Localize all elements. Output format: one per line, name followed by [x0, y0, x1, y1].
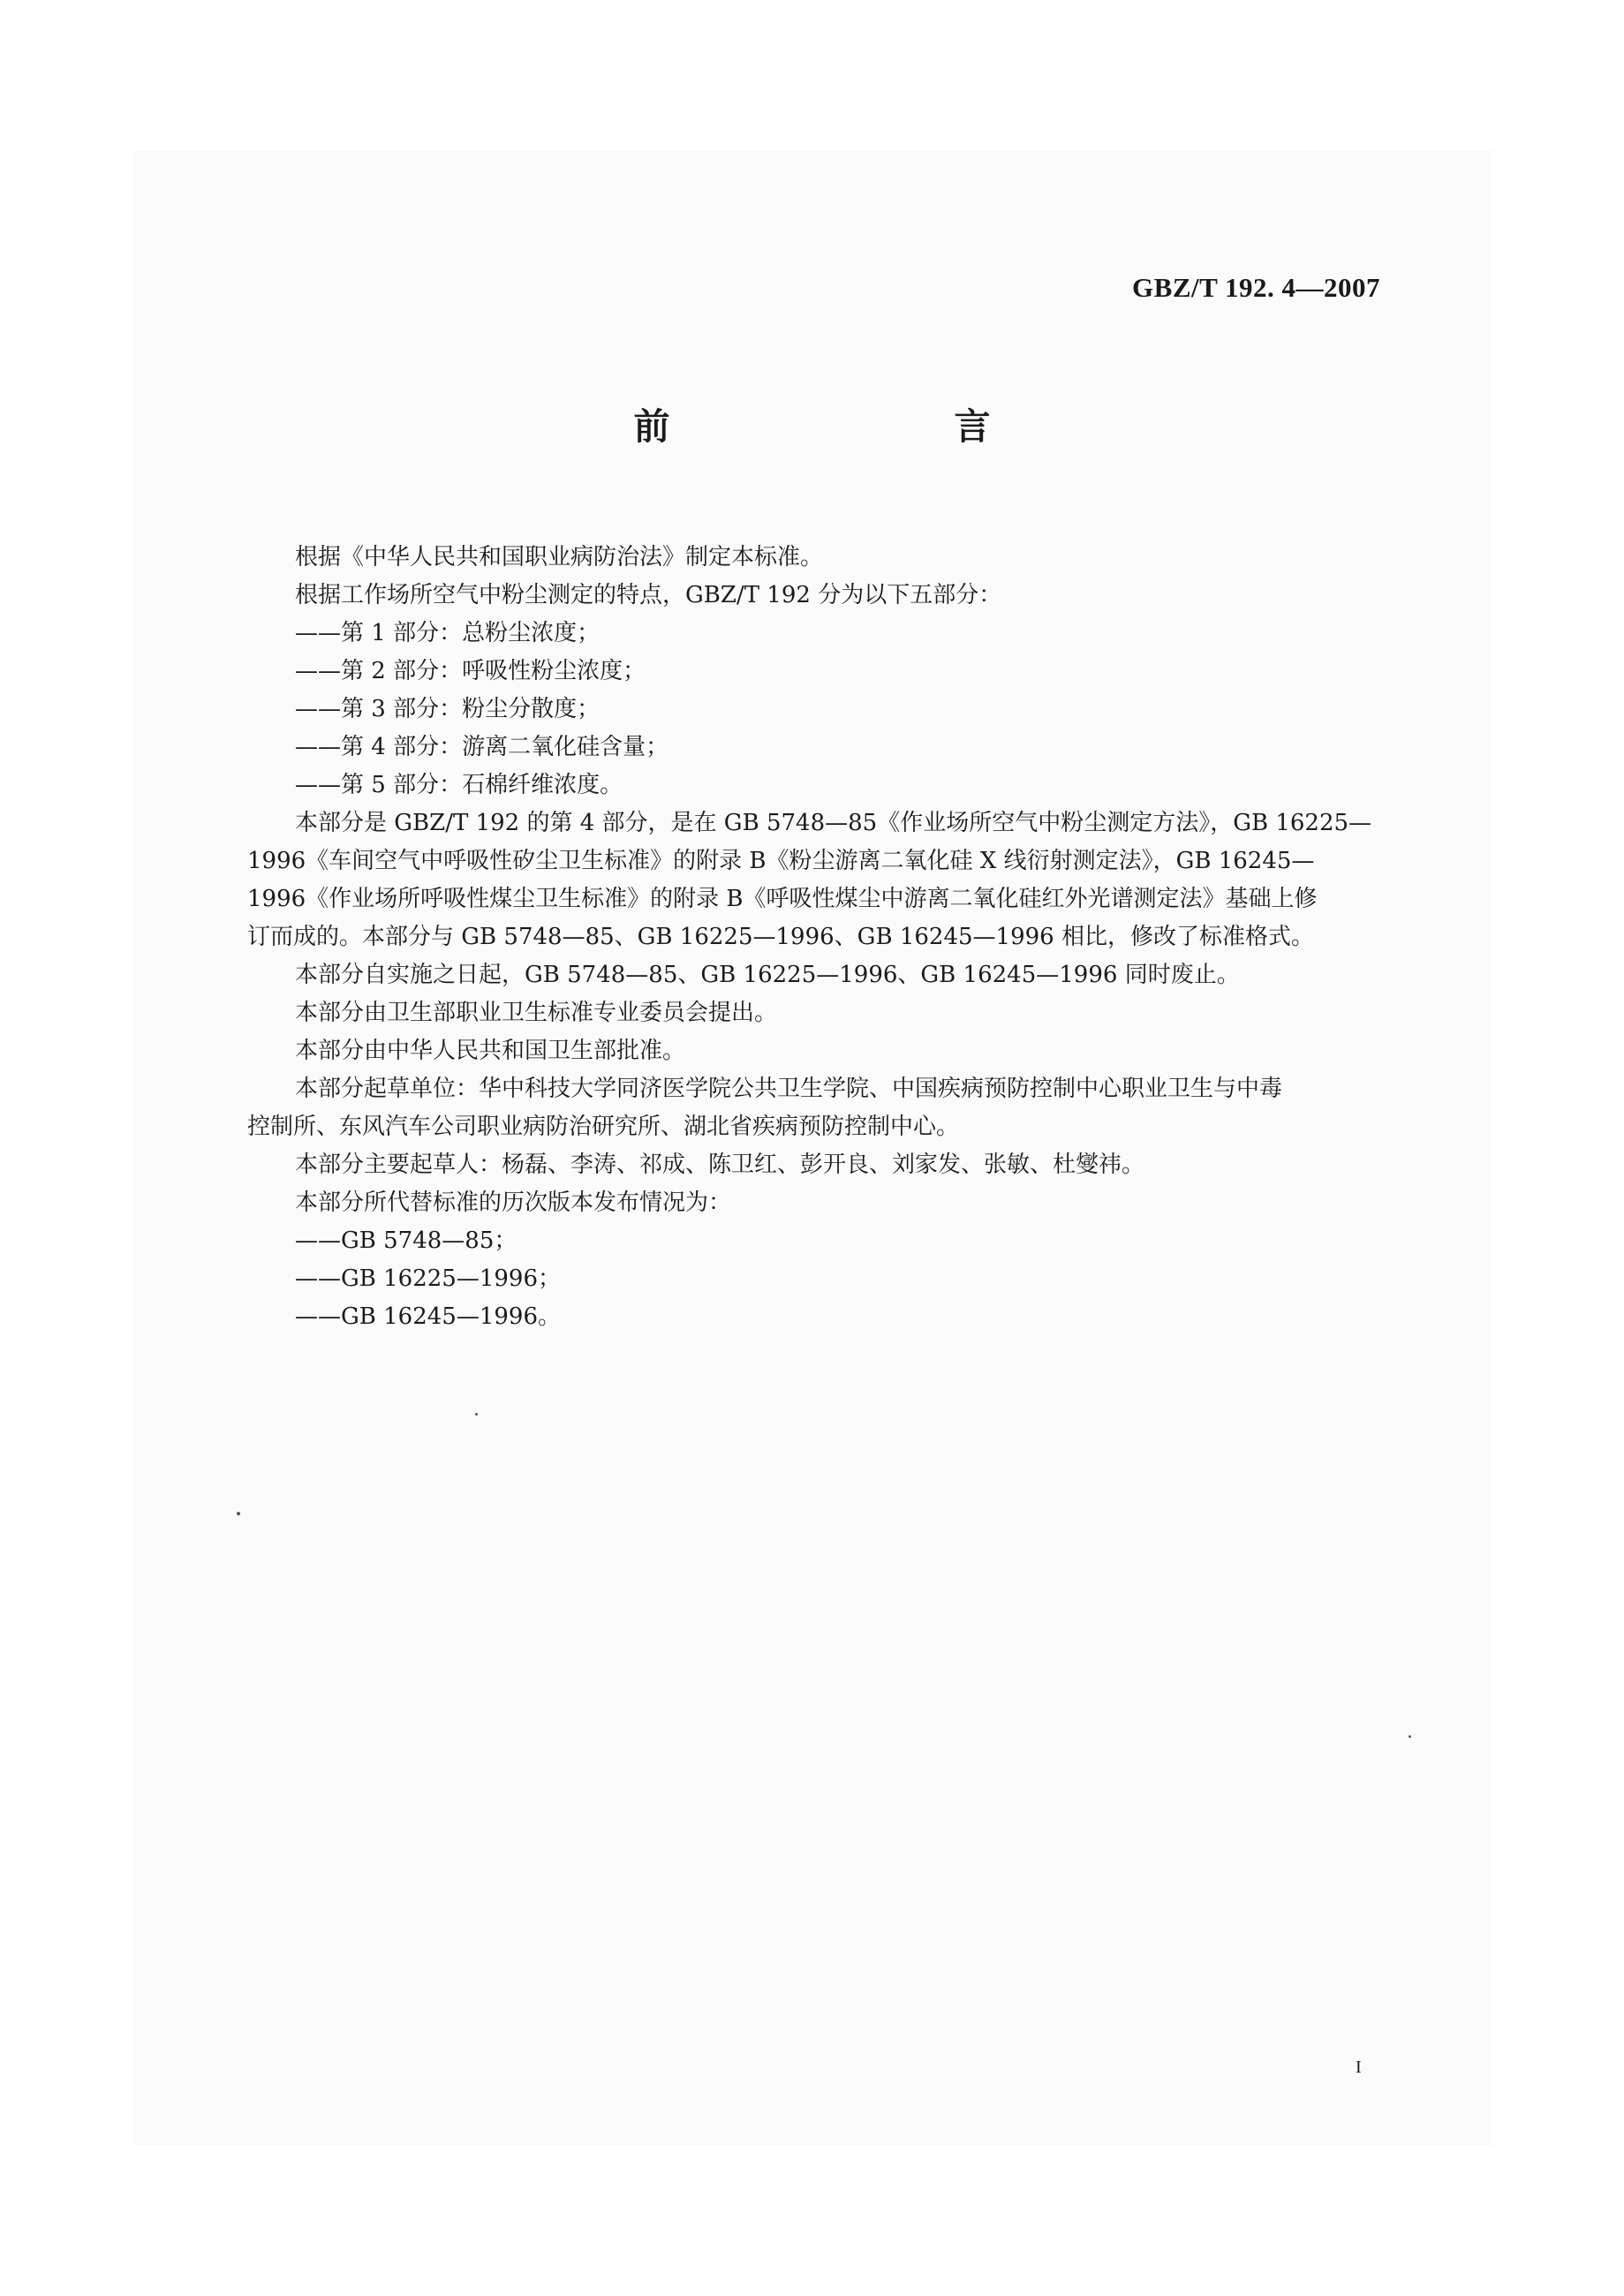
paragraph-line: 本部分自实施之日起，GB 5748—85、GB 16225—1996、GB 16245—1996 同时废止。: [295, 962, 1240, 988]
paragraph-line: 1996《车间空气中呼吸性矽尘卫生标准》的附录 B《粉尘游离二氧化硅 X 线衍射测定法》，GB 16245—: [247, 848, 1315, 874]
paragraph-line: 本部分是 GBZ/T 192 的第 4 部分，是在 GB 5748—85《作业场所空气中粉尘测定方法》，GB 16225—: [295, 810, 1372, 836]
paragraph-line: 本部分主要起草人：杨磊、李涛、祁成、陈卫红、彭开良、刘家发、张敏、杜燮祎。: [295, 1152, 1145, 1178]
list-item: ——GB 5748—85；: [295, 1227, 517, 1254]
page-number: I: [1356, 2058, 1362, 2077]
page-title: 前 言: [633, 405, 1061, 448]
paragraph-line: 本部分由卫生部职业卫生标准专业委员会提出。: [295, 1000, 778, 1026]
list-item: ——第 4 部分：游离二氧化硅含量；: [295, 734, 669, 760]
paragraph-line: 根据工作场所空气中粉尘测定的特点，GBZ/T 192 分为以下五部分：: [295, 582, 1002, 608]
scan-speck: [237, 1512, 240, 1515]
paragraph-line: 订而成的。本部分与 GB 5748—85、GB 16225—1996、GB 16245—1996 相比，修改了标准格式。: [247, 924, 1314, 950]
list-item: ——第 5 部分：石棉纤维浓度。: [295, 772, 623, 798]
paragraph-line: 本部分由中华人民共和国卫生部批准。: [295, 1038, 686, 1064]
standard-code: GBZ/T 192. 4—2007: [1132, 272, 1380, 303]
paragraph-line: 根据《中华人民共和国职业病防治法》制定本标准。: [295, 544, 824, 570]
list-item: ——GB 16245—1996。: [295, 1303, 562, 1330]
paragraph-line: 本部分所代替标准的历次版本发布情况为：: [295, 1190, 732, 1216]
body-text: [247, 539, 1386, 1336]
list-item: ——第 1 部分：总粉尘浓度；: [295, 620, 601, 646]
scan-speck: [1409, 1735, 1411, 1738]
paragraph-line: 本部分起草单位：华中科技大学同济医学院公共卫生学院、中国疾病预防控制中心职业卫生与中毒: [295, 1076, 1283, 1102]
paragraph-line: 控制所、东风汽车公司职业病防治研究所、湖北省疾病预防控制中心。: [247, 1114, 960, 1140]
list-item: ——GB 16225—1996；: [295, 1265, 562, 1292]
paragraph-line: 1996《作业场所呼吸性煤尘卫生标准》的附录 B《呼吸性煤尘中游离二氧化硅红外光谱测定法》基础上修: [247, 886, 1318, 912]
scan-speck: [475, 1413, 478, 1416]
list-item: ——第 2 部分：呼吸性粉尘浓度；: [295, 658, 646, 684]
list-item: ——第 3 部分：粉尘分散度；: [295, 696, 601, 722]
